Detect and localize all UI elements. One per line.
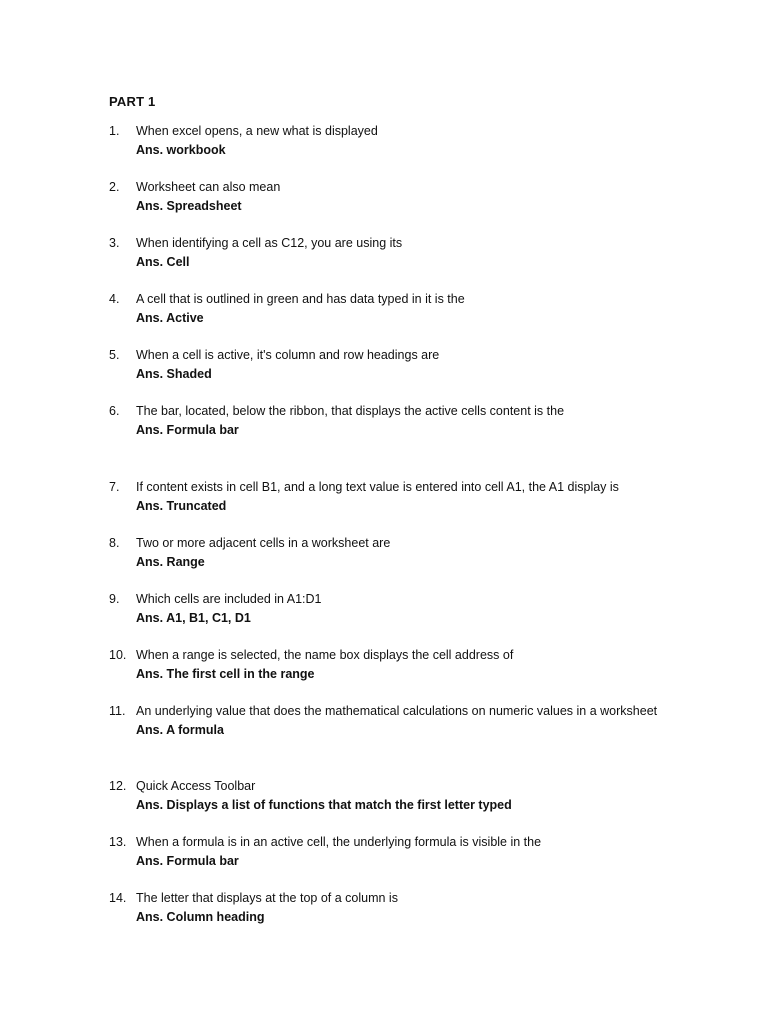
- answer-text: Ans. The first cell in the range: [136, 667, 315, 681]
- question-number: 8.: [109, 536, 120, 550]
- question-item-12: [109, 777, 749, 814]
- answer-text: Ans. Shaded: [136, 367, 212, 381]
- question-item-9: [109, 590, 749, 627]
- question-number: 11.: [109, 704, 126, 718]
- question-item-3: [109, 234, 749, 271]
- answer-text: Ans. Active: [136, 311, 204, 325]
- question-item-11: [109, 702, 749, 739]
- answer-text: Ans. Displays a list of functions that match the first letter typed: [136, 798, 512, 812]
- question-item-10: [109, 646, 749, 683]
- answer-text: Ans. Column heading: [136, 910, 265, 924]
- answer-text: Ans. Formula bar: [136, 423, 239, 437]
- question-number: 7.: [109, 480, 120, 494]
- question-item-13: [109, 833, 749, 870]
- answer-text: Ans. Range: [136, 555, 205, 569]
- question-text: Quick Access Toolbar: [136, 779, 256, 793]
- question-item-6: [109, 402, 749, 439]
- question-text: If content exists in cell B1, and a long text value is entered into cell A1, the A1 display is: [136, 480, 619, 494]
- question-item-1: [109, 122, 749, 159]
- question-text: The letter that displays at the top of a column is: [136, 891, 398, 905]
- question-text: When a range is selected, the name box displays the cell address of: [136, 648, 514, 662]
- question-number: 2.: [109, 180, 120, 194]
- answer-text: Ans. workbook: [136, 143, 226, 157]
- question-number: 3.: [109, 236, 120, 250]
- question-item-7: [109, 478, 749, 515]
- question-text: An underlying value that does the mathematical calculations on numeric values in a worksheet: [136, 704, 658, 718]
- question-item-14: [109, 889, 749, 926]
- answer-text: Ans. Cell: [136, 255, 190, 269]
- answer-text: Ans. Truncated: [136, 499, 227, 513]
- question-number: 5.: [109, 348, 120, 362]
- answer-text: Ans. Formula bar: [136, 854, 239, 868]
- question-item-8: [109, 534, 749, 571]
- question-text: A cell that is outlined in green and has data typed in it is the: [136, 292, 465, 306]
- question-number: 6.: [109, 404, 120, 418]
- part-title: PART 1: [109, 94, 156, 109]
- question-number: 13.: [109, 835, 127, 849]
- question-text: When identifying a cell as C12, you are using its: [136, 236, 403, 250]
- question-number: 4.: [109, 292, 120, 306]
- question-number: 9.: [109, 592, 120, 606]
- question-number: 1.: [109, 124, 120, 138]
- answer-text: Ans. Spreadsheet: [136, 199, 242, 213]
- question-item-2: [109, 178, 749, 215]
- question-text: Which cells are included in A1:D1: [136, 592, 322, 606]
- answer-text: Ans. A formula: [136, 723, 224, 737]
- question-number: 12.: [109, 779, 127, 793]
- question-number: 10.: [109, 648, 127, 662]
- question-text: When a cell is active, it's column and row headings are: [136, 348, 440, 362]
- question-text: When a formula is in an active cell, the underlying formula is visible in the: [136, 835, 542, 849]
- question-number: 14.: [109, 891, 127, 905]
- question-item-5: [109, 346, 749, 383]
- answer-text: Ans. A1, B1, C1, D1: [136, 611, 251, 625]
- question-text: The bar, located, below the ribbon, that displays the active cells content is the: [136, 404, 565, 418]
- question-text: Two or more adjacent cells in a worksheet are: [136, 536, 391, 550]
- question-text: Worksheet can also mean: [136, 180, 281, 194]
- question-text: When excel opens, a new what is displayed: [136, 124, 378, 138]
- question-item-4: [109, 290, 749, 327]
